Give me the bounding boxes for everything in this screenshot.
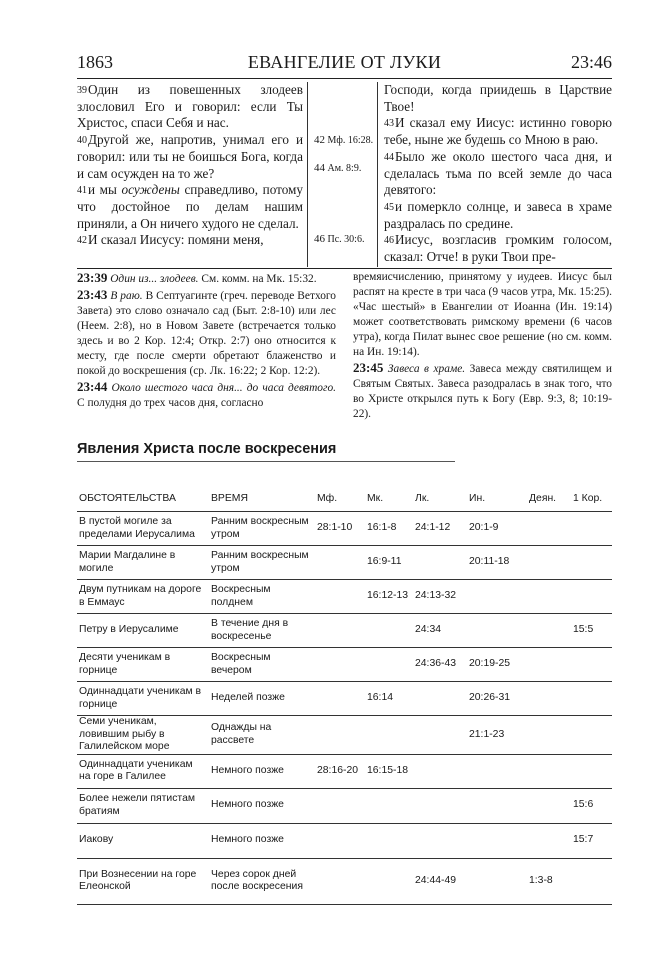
commentary-ref: 23:45 (353, 360, 384, 375)
reference-cell (413, 546, 467, 580)
commentary-note (77, 379, 336, 411)
verse (384, 115, 612, 148)
verse-number: 43 (384, 118, 394, 130)
verse-text: и мы (88, 182, 122, 198)
reference-cell: 16:12-13 (365, 580, 413, 614)
reference-cell (527, 546, 571, 580)
reference-cell (315, 858, 365, 904)
page-header (77, 52, 612, 76)
table-row (77, 512, 612, 546)
table-row (77, 580, 612, 614)
time-cell: Однажды на рассвете (209, 716, 315, 755)
column-divider (307, 82, 308, 267)
verse-text: Другой же, напротив, унимал его и говорил: или ты не боишься Бога, когда и сам осужден на то же? (77, 132, 303, 181)
commentary-right-column (353, 270, 612, 422)
verse (384, 199, 612, 232)
table-row (77, 614, 612, 648)
reference-cell: 24:36-43 (413, 648, 467, 682)
circumstance-cell: Петру в Иерусалиме (77, 614, 209, 648)
commentary-left-column (77, 270, 336, 411)
reference-cell (467, 580, 527, 614)
reference-cell (571, 682, 612, 716)
table-row (77, 648, 612, 682)
reference-cell: 16:9-11 (365, 546, 413, 580)
cross-reference-verse: 46 (314, 233, 325, 245)
cross-reference (314, 134, 373, 146)
commentary-note (353, 270, 612, 360)
verse (77, 132, 303, 182)
reference-cell: 21:1-23 (467, 716, 527, 755)
cross-reference-text: Ам. 8:9. (327, 163, 362, 174)
table-row (77, 754, 612, 788)
time-cell: Воскресным вечером (209, 648, 315, 682)
table-row (77, 716, 612, 755)
verse-text: Иисус, возгласив громким голосом, сказал: Отче! в руки Твои пре- (384, 232, 612, 265)
cross-reference-verse: 42 (314, 134, 325, 146)
verse (77, 182, 303, 232)
column-header: Деян. (527, 487, 571, 512)
reference-cell (571, 754, 612, 788)
reference-cell: 24:34 (413, 614, 467, 648)
time-cell: Немного позже (209, 823, 315, 858)
circumstance-cell: Одиннадцати ученикам в горнице (77, 682, 209, 716)
reference-cell (315, 823, 365, 858)
reference-cell: 24:44-49 (413, 858, 467, 904)
column-header: ОБСТОЯТЕЛЬСТВА (77, 487, 209, 512)
reference-cell: 15:7 (571, 823, 612, 858)
table-title-rule (77, 461, 455, 462)
commentary-text: В Септуагинте (греч. переводе Ветхого Завета) это слово означало сад (Быт. 2:8-10) или лес (Неем. 2:8), но в Новом Завете (встречается только здесь и во 2 Кор. 12:4; Откр. 2:7) оно относится к месту, где после смерти обретают блаженство и покой до воскрешения (ср. Лк. 16:22; 2 Кор. 12:2). (77, 290, 336, 377)
commentary-note (353, 360, 612, 422)
reference-cell (413, 788, 467, 823)
column-header: 1 Кор. (571, 487, 612, 512)
verse-text: и померкло солнце, и завеса в храме раздралась по средине. (384, 198, 612, 231)
circumstance-cell: При Вознесении на горе Елеонской (77, 858, 209, 904)
commentary-rule (77, 268, 612, 269)
circumstance-cell: Иакову (77, 823, 209, 858)
reference-cell (527, 716, 571, 755)
reference-cell (413, 754, 467, 788)
commentary-text: времяисчислению, принятому у иудеев. Иисус был распят на кресте в три часа (9 часов утра, Мк. 15:25). «Час шестый» в Евангелии от Иоанна (Ин. 19:14) может соответствовать римскому времени (6 часов утра), когда Пилат вынес свое решение (но см. комм. на Ин. 19:14). (353, 271, 612, 358)
table-row (77, 823, 612, 858)
reference-cell (571, 648, 612, 682)
commentary-note (77, 287, 336, 379)
reference-cell (365, 858, 413, 904)
commentary-lemma: Один из... злодеев. (110, 273, 199, 285)
commentary-text: С полудня до трех часов дня, согласно (77, 397, 264, 409)
reference-cell (315, 682, 365, 716)
reference-cell (365, 788, 413, 823)
commentary-lemma: В раю. (110, 290, 143, 302)
reference-cell: 20:19-25 (467, 648, 527, 682)
book-title: ЕВАНГЕЛИЕ ОТ ЛУКИ (247, 52, 442, 72)
commentary-lemma: Около шестого часа дня... до часа девятого. (111, 382, 336, 394)
reference-cell: 20:11-18 (467, 546, 527, 580)
header-rule (77, 78, 612, 79)
table-row (77, 788, 612, 823)
verse-text: справедливо, потому что достойное по делам нашим приняли, а Он ничего худого не сделал. (77, 182, 303, 231)
verses-right-column (384, 82, 612, 266)
cross-reference (314, 162, 361, 174)
reference-cell: 20:26-31 (467, 682, 527, 716)
time-cell: Неделей позже (209, 682, 315, 716)
reference-cell (413, 682, 467, 716)
verses-left-column (77, 82, 303, 249)
verse-text: Господи, когда приидешь в Царствие Твое! (384, 82, 612, 114)
reference-cell (527, 788, 571, 823)
reference-cell (527, 823, 571, 858)
time-cell: Воскресным полднем (209, 580, 315, 614)
column-header: Лк. (413, 487, 467, 512)
reference-cell: 16:15-18 (365, 754, 413, 788)
circumstance-cell: Семи ученикам, ловившим рыбу в Галилейском море (77, 716, 209, 755)
reference-cell (413, 823, 467, 858)
reference-cell (315, 580, 365, 614)
table-header-row (77, 487, 612, 512)
table-row (77, 546, 612, 580)
verse-number: 45 (384, 201, 394, 213)
column-header: Мк. (365, 487, 413, 512)
reference-cell (413, 716, 467, 755)
chapter-verse-reference: 23:46 (570, 52, 612, 72)
verse (77, 82, 303, 132)
reference-cell (571, 716, 612, 755)
column-header: Мф. (315, 487, 365, 512)
commentary-text: См. комм. на Мк. 15:32. (201, 273, 317, 285)
reference-cell (571, 580, 612, 614)
reference-cell: 1:3-8 (527, 858, 571, 904)
commentary-note (77, 270, 336, 287)
circumstance-cell: В пустой могиле за пределами Иерусалима (77, 512, 209, 546)
reference-cell (571, 512, 612, 546)
verse (384, 232, 612, 265)
table-title: Явления Христа после воскресения (77, 441, 337, 457)
column-divider (377, 82, 378, 267)
verse-number: 39 (77, 85, 87, 96)
reference-cell (571, 858, 612, 904)
commentary-ref: 23:43 (77, 287, 108, 302)
circumstance-cell: Марии Магдалине в могиле (77, 546, 209, 580)
reference-cell: 15:6 (571, 788, 612, 823)
verse-text: И сказал ему Иисус: истинно говорю тебе, ныне же будешь со Мною в раю. (384, 115, 612, 148)
commentary-lemma: Завеса в храме. (387, 363, 466, 375)
circumstance-cell: Двум путникам на дороге в Еммаус (77, 580, 209, 614)
reference-cell: 16:1-8 (365, 512, 413, 546)
verse (384, 149, 612, 199)
reference-cell (467, 788, 527, 823)
reference-cell (315, 716, 365, 755)
reference-cell (527, 682, 571, 716)
time-cell: Немного позже (209, 754, 315, 788)
time-cell: Ранним воскресным утром (209, 512, 315, 546)
circumstance-cell: Одиннадцати ученикам на горе в Галилее (77, 754, 209, 788)
cross-reference-verse: 44 (314, 162, 325, 174)
page-number: 1863 (77, 52, 113, 72)
reference-cell (315, 648, 365, 682)
reference-cell (315, 546, 365, 580)
reference-cell (467, 858, 527, 904)
appearances-table (77, 487, 612, 905)
table-row (77, 682, 612, 716)
verse-text-italic: осуждены (121, 182, 180, 198)
reference-cell (315, 788, 365, 823)
verse-text: И сказал Иисусу: помяни меня, (88, 232, 264, 248)
cross-reference (314, 233, 364, 245)
reference-cell (527, 754, 571, 788)
verse-number: 44 (384, 151, 394, 163)
cross-reference-text: Пс. 30:6. (327, 234, 365, 245)
circumstance-cell: Более нежели пятистам братиям (77, 788, 209, 823)
column-header: Ин. (467, 487, 527, 512)
verse-text: Было же около шестого часа дня, и сделалась тьма по всей земле до часа девятого: (384, 148, 612, 198)
reference-cell: 28:1-10 (315, 512, 365, 546)
column-header: ВРЕМЯ (209, 487, 315, 512)
time-cell: Ранним воскресным утром (209, 546, 315, 580)
reference-cell (467, 823, 527, 858)
commentary-text: Завеса между святилищем и Святым Святых. Завеса разодралась в знак того, что во Христе открылся путь к Богу (Евр. 9:3, 8; 10:19-22). (353, 363, 613, 420)
reference-cell (527, 614, 571, 648)
verse (384, 82, 612, 115)
time-cell: В течение дня в воскресенье (209, 614, 315, 648)
reference-cell: 24:1-12 (413, 512, 467, 546)
reference-cell (365, 823, 413, 858)
verse-number: 46 (384, 235, 394, 247)
cross-reference-text: Мф. 16:28. (327, 135, 374, 146)
verse-number: 41 (77, 185, 87, 197)
verse-text: Один из повешенных злодеев злословил Его и говорил: если Ты Христос, спаси Себя и нас. (77, 82, 303, 131)
verse (77, 232, 303, 249)
reference-cell (365, 648, 413, 682)
verse-number: 40 (77, 135, 87, 147)
reference-cell: 28:16-20 (315, 754, 365, 788)
reference-cell (527, 580, 571, 614)
reference-cell (467, 614, 527, 648)
reference-cell (365, 716, 413, 755)
time-cell: Немного позже (209, 788, 315, 823)
reference-cell (527, 648, 571, 682)
reference-cell (467, 754, 527, 788)
reference-cell: 24:13-32 (413, 580, 467, 614)
verse-number: 42 (77, 235, 87, 247)
reference-cell (571, 546, 612, 580)
reference-cell (365, 614, 413, 648)
time-cell: Через сорок дней после воскресения (209, 858, 315, 904)
commentary-ref: 23:44 (77, 379, 108, 394)
table-row (77, 858, 612, 904)
reference-cell: 15:5 (571, 614, 612, 648)
reference-cell: 16:14 (365, 682, 413, 716)
commentary-ref: 23:39 (77, 270, 108, 285)
reference-cell (527, 512, 571, 546)
reference-cell (315, 614, 365, 648)
circumstance-cell: Десяти ученикам в горнице (77, 648, 209, 682)
reference-cell: 20:1-9 (467, 512, 527, 546)
